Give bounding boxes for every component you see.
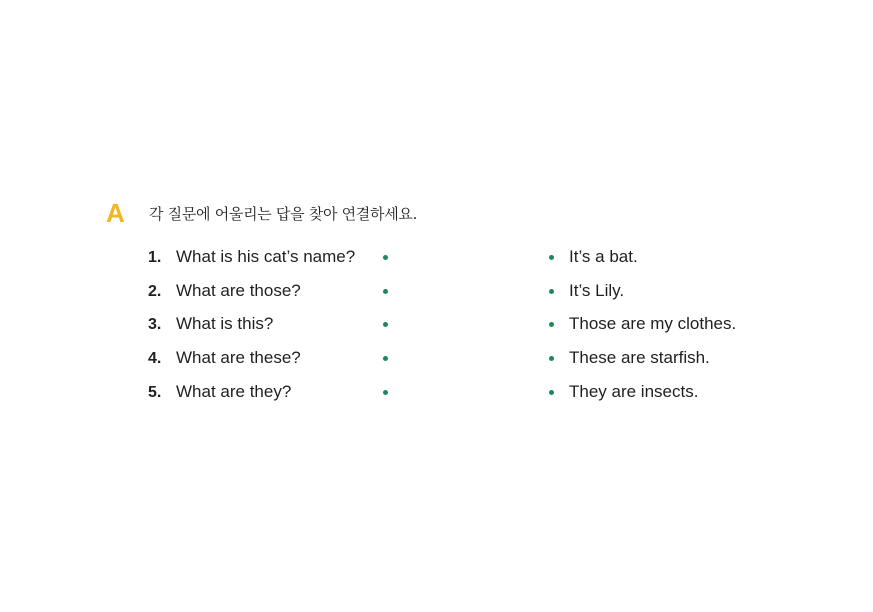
question-connect-dot[interactable] — [383, 322, 388, 327]
question-connect-dot[interactable] — [383, 255, 388, 260]
answer-text: It’s a bat. — [569, 247, 638, 266]
matching-row — [0, 346, 873, 370]
answer-connect-dot[interactable] — [549, 255, 554, 260]
answer-connect-dot[interactable] — [549, 289, 554, 294]
question-number: 1. — [148, 249, 162, 266]
question-connect-dot[interactable] — [383, 356, 388, 361]
question-connect-dot[interactable] — [383, 289, 388, 294]
answer-connect-dot[interactable] — [549, 390, 554, 395]
question-number: 5. — [148, 384, 162, 401]
question-text: What are they? — [176, 382, 292, 401]
matching-row — [0, 245, 873, 269]
question-number: 3. — [148, 316, 162, 333]
answer-text: These are starfish. — [569, 348, 710, 367]
answer-text: Those are my clothes. — [569, 314, 737, 333]
question-text: What is his cat’s name? — [176, 247, 356, 266]
matching-row — [0, 279, 873, 303]
matching-row — [0, 312, 873, 336]
answer-connect-dot[interactable] — [549, 322, 554, 327]
question-connect-dot[interactable] — [383, 390, 388, 395]
question-text: What are these? — [176, 348, 301, 367]
question-number: 2. — [148, 283, 162, 300]
answer-connect-dot[interactable] — [549, 356, 554, 361]
instruction-text: 각 질문에 어울리는 답을 찾아 연결하세요. — [149, 205, 418, 223]
question-text: What is this? — [176, 314, 274, 333]
matching-row — [0, 380, 873, 404]
answer-text: It’s Lily. — [569, 281, 625, 300]
question-number: 4. — [148, 350, 162, 367]
section-letter: A — [106, 198, 125, 228]
question-text: What are those? — [176, 281, 301, 300]
answer-text: They are insects. — [569, 382, 699, 401]
